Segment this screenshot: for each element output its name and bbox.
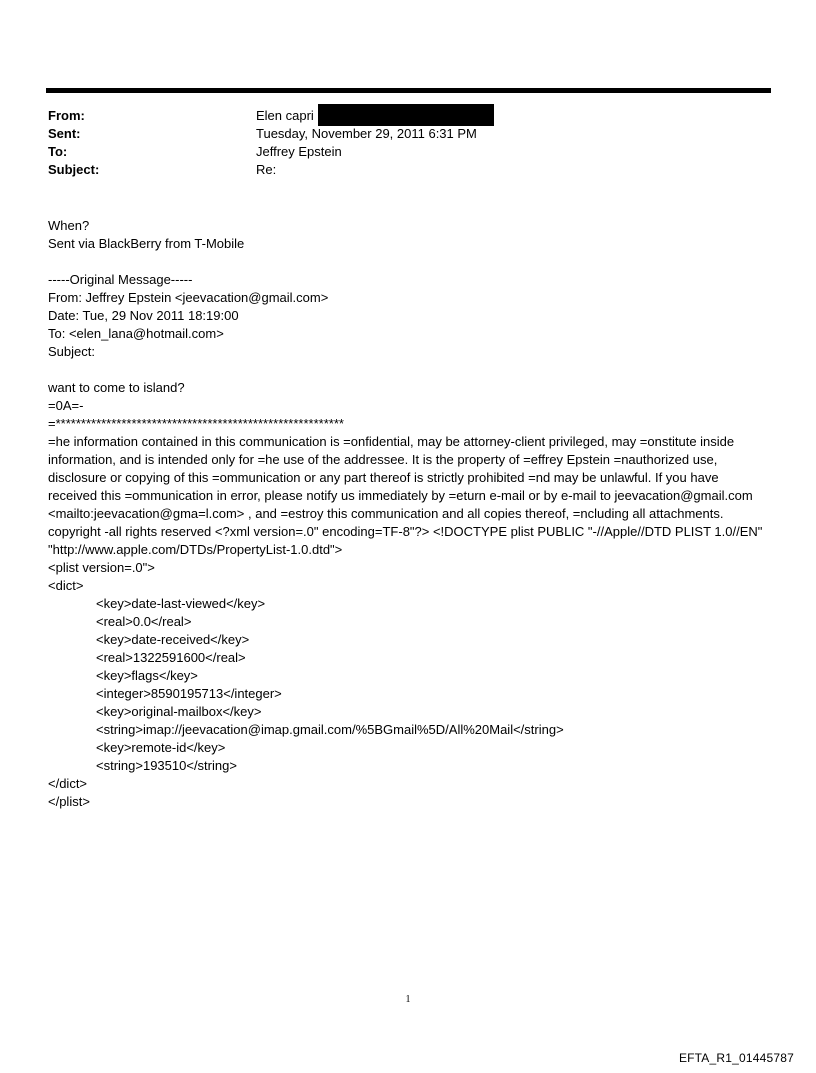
subject-value: Re: xyxy=(256,162,277,177)
message-text: want to come to island? xyxy=(48,380,185,395)
plist-entry: <key>flags</key> xyxy=(96,668,198,683)
plist-entry: <key>remote-id</key> xyxy=(96,740,226,755)
from-value xyxy=(256,107,768,125)
from-row xyxy=(48,107,768,125)
plist-entry: <key>original-mailbox</key> xyxy=(96,704,262,719)
original-divider: -----Original Message----- xyxy=(48,272,193,287)
plist-close: </plist> xyxy=(48,794,90,809)
plist-entry: <integer>8590195713</integer> xyxy=(96,686,282,701)
plist-entry: <real>1322591600</real> xyxy=(96,650,246,665)
original-date: Date: Tue, 29 Nov 2011 18:19:00 xyxy=(48,308,239,323)
plist-entry: <string>193510</string> xyxy=(96,758,237,773)
page-number: 1 xyxy=(405,994,411,1005)
dict-open: <dict> xyxy=(48,578,84,593)
document-id: EFTA_R1_01445787 xyxy=(678,1051,794,1065)
reply-line-2: Sent via BlackBerry from T-Mobile xyxy=(48,236,245,251)
header-rule xyxy=(46,88,771,93)
encoded-line-2: =********************************************************* xyxy=(48,416,344,431)
original-subject: Subject: xyxy=(48,344,95,359)
spacer xyxy=(48,361,764,379)
from-label: From: xyxy=(48,108,85,123)
disclaimer-paragraph: =he information contained in this communication is =onfidential, may be attorney-client privileged, may =onstitute inside information, and is intended only for =he use of the addressee. It is the property of =effrey Epstein =nauthorized use, disclosure or copying of this =ommunication or any part thereof is strictly prohibited =nd may be unlawful. If you have received this =ommunication in error, please notify us immediately by =eturn e-mail or by e-mail to jeevacation@gmail.com <mailto:jeevacation@gma=l.com> , and =estroy this communication and all copies thereof, =ncluding all attachments. copyright -all rights reserved <?xml version=.0" encoding=TF-8"?> <!DOCTYPE plist PUBLIC "-//Apple//DTD PLIST 1.0//EN" "http://www.apple.com/DTDs/PropertyList-1.0.dtd"> xyxy=(48,434,763,557)
plist-entry: <string>imap://jeevacation@imap.gmail.com/%5BGmail%5D/All%20Mail</string> xyxy=(96,722,564,737)
redaction-box xyxy=(318,104,494,126)
from-name: Elen capri xyxy=(256,108,314,123)
encoded-line-1: =0A=- xyxy=(48,398,84,413)
sent-label: Sent: xyxy=(48,126,81,141)
subject-label: Subject: xyxy=(48,162,100,177)
sent-value: Tuesday, November 29, 2011 6:31 PM xyxy=(256,126,477,141)
email-header xyxy=(48,107,768,179)
dict-close: </dict> xyxy=(48,776,88,791)
original-to: To: <elen_lana@hotmail.com> xyxy=(48,326,224,341)
plist-entry: <key>date-last-viewed</key> xyxy=(96,596,266,611)
plist-entry: <real>0.0</real> xyxy=(96,614,192,629)
to-row xyxy=(48,143,768,161)
original-from: From: Jeffrey Epstein <jeevacation@gmail.com> xyxy=(48,290,329,305)
to-label: To: xyxy=(48,144,68,159)
reply-line-1: When? xyxy=(48,218,90,233)
sent-row xyxy=(48,125,768,143)
email-body xyxy=(48,217,764,811)
plist-open: <plist version=.0"> xyxy=(48,560,155,575)
subject-row xyxy=(48,161,768,179)
plist-entry: <key>date-received</key> xyxy=(96,632,250,647)
to-value: Jeffrey Epstein xyxy=(256,144,342,159)
spacer xyxy=(48,253,764,271)
